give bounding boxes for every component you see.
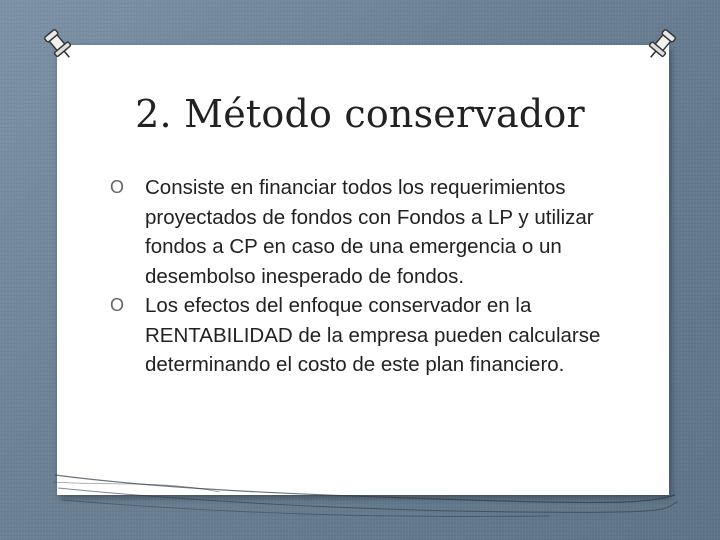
bullet-item [110,173,630,291]
bullet-list [110,173,630,380]
bullet-text: Consiste en financiar todos los requerimientos proyectados de fondos con Fondos a LP y utilizar fondos a CP en caso de una emergencia o un desembolso inesperado de fondos. [145,176,594,288]
slide-title: 2. Método conservador [135,92,585,136]
bullet-marker: O [110,177,125,197]
bullet-item [110,291,630,380]
bullet-marker: O [110,295,125,315]
bullet-text: Los efectos del enfoque conservador en la RENTABILIDAD de la empresa pueden calcularse determinando el costo de este plan financiero. [145,294,601,376]
